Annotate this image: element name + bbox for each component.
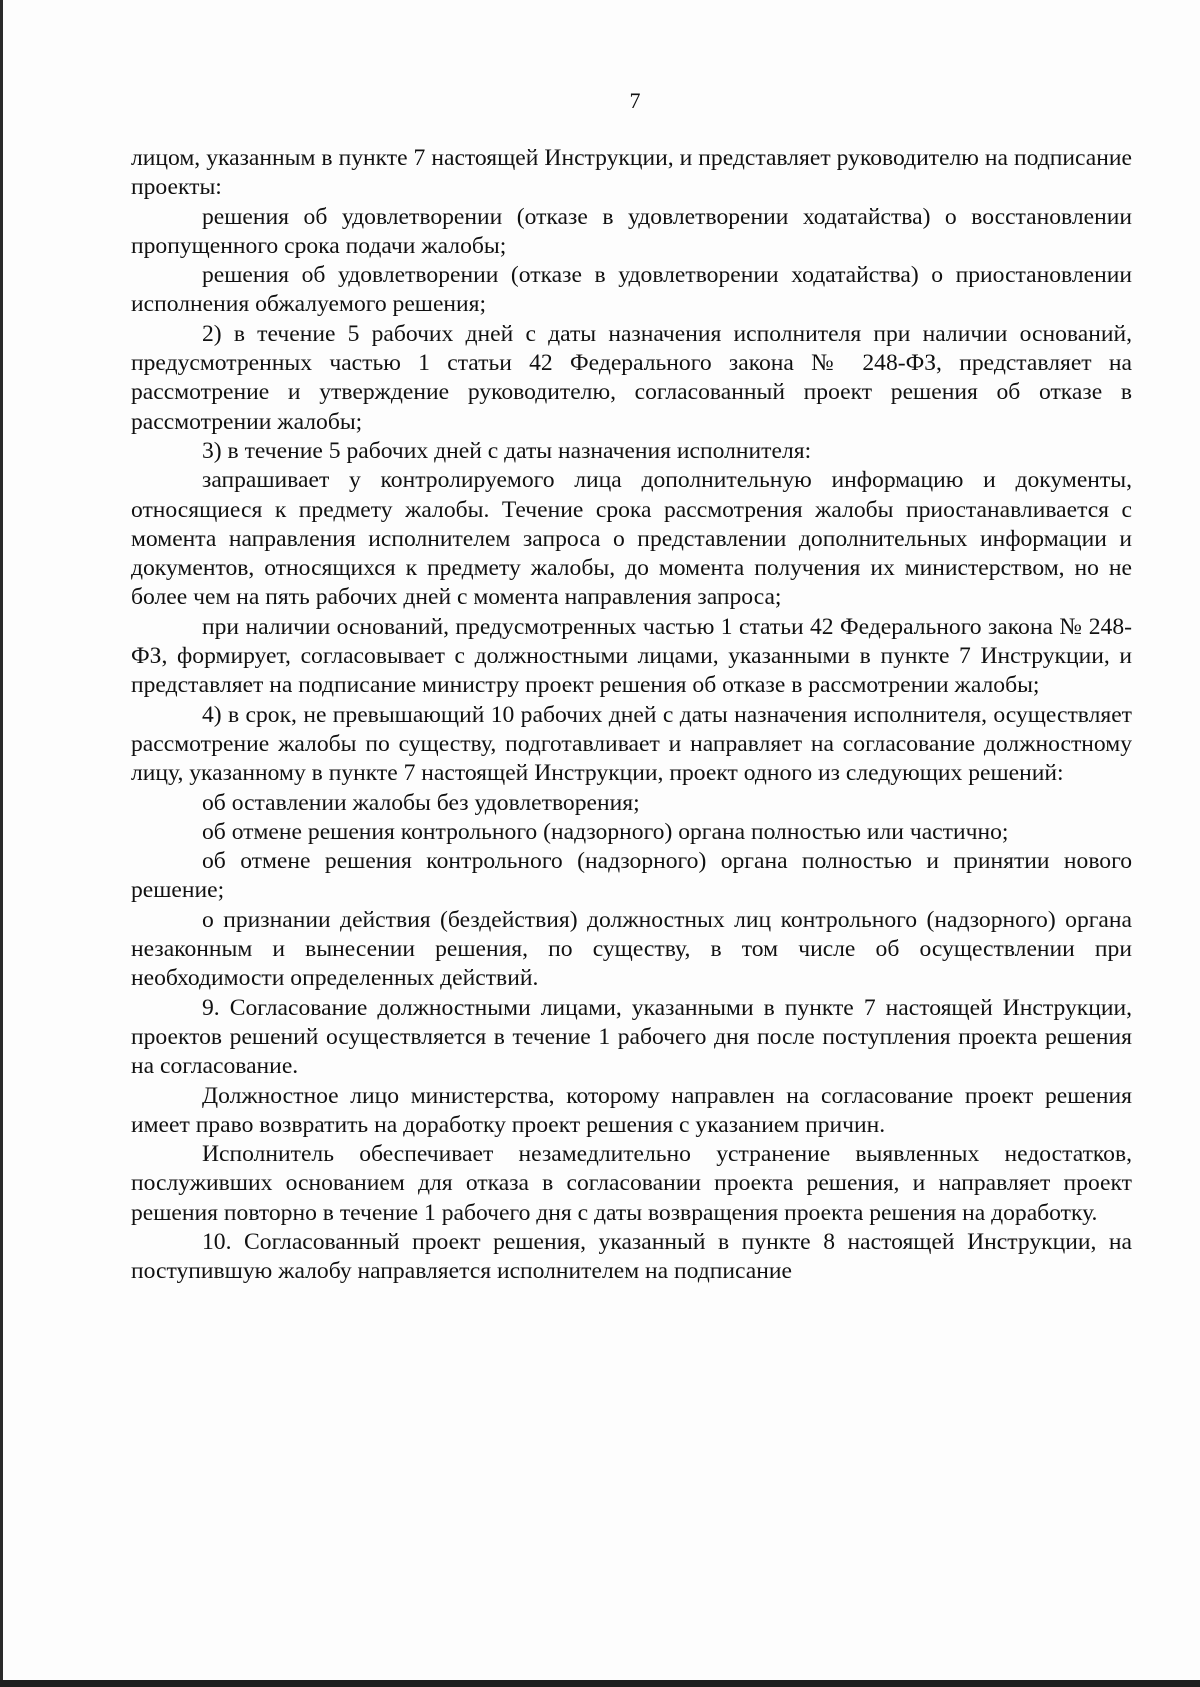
scan-edge-left <box>0 0 3 1687</box>
paragraph: 4) в срок, не превышающий 10 рабочих дней с даты назначения исполнителя, осуществляет рассмотрение жалобы по существу, подготавливает и направляет на согласование должностному лицу, указанному в пункте 7 настоящей Инструкции, проект одного из следующих решений: <box>131 701 1132 787</box>
paragraph: об отмене решения контрольного (надзорного) органа полностью и принятии нового решение; <box>131 848 1132 904</box>
paragraph: решения об удовлетворении (отказе в удовлетворении ходатайства) о восстановлении пропущенного срока подачи жалобы; <box>131 203 1132 259</box>
paragraph: об отмене решения контрольного (надзорного) органа полностью или частично; <box>202 818 1009 845</box>
paragraph: 10. Согласованный проект решения, указанный в пункте 8 настоящей Инструкции, на поступившую жалобу направляется исполнителем на подписание <box>131 1228 1132 1285</box>
paragraph: лицом, указанным в пункте 7 настоящей Инструкции, и представляет руководителю на подписание проекты: <box>131 145 1132 201</box>
paragraph: запрашивает у контролируемого лица дополнительную информацию и документы, относящиеся к предмету жалобы. Течение срока рассмотрения жалобы приостанавливается с момента направления исполнителем запроса о представлении дополнительных информации и документов, относящихся к предмету жалобы, до момента получения их министерством, но не более чем на пять рабочих дней с момента направления запроса; <box>131 467 1132 611</box>
paragraph: 3) в течение 5 рабочих дней с даты назначения исполнителя: <box>202 437 812 464</box>
scan-edge-bottom <box>0 1680 1200 1687</box>
paragraph: о признании действия (бездействия) должностных лиц контрольного (надзорного) органа незаконным и вынесении решения, по существу, в том числе об осуществлении при необходимости определенных действий. <box>131 906 1132 992</box>
paragraph: 9. Согласование должностными лицами, указанными в пункте 7 настоящей Инструкции, проектов решений осуществляется в течение 1 рабочего дня после поступления проекта решения на согласование. <box>131 994 1132 1080</box>
paragraph: решения об удовлетворении (отказе в удовлетворении ходатайства) о приостановлении исполнения обжалуемого решения; <box>131 262 1132 318</box>
page-number: 7 <box>629 88 641 113</box>
paragraph: об оставлении жалобы без удовлетворения; <box>202 789 640 816</box>
paragraph: Должностное лицо министерства, которому направлен на согласование проект решения имеет право возвратить на доработку проект решения с указанием причин. <box>131 1082 1132 1138</box>
paragraph: при наличии оснований, предусмотренных частью 1 статьи 42 Федерального закона № 248-ФЗ, формирует, согласовывает с должностными лицами, указанными в пункте 7 Инструкции, и представляет на подписание министру проект решения об отказе в рассмотрении жалобы; <box>131 613 1132 699</box>
document-body <box>131 144 1132 1287</box>
paragraph: 2) в течение 5 рабочих дней с даты назначения исполнителя при наличии оснований, предусмотренных частью 1 статьи 42 Федерального закона № 248-ФЗ, представляет на рассмотрение и утверждение руководителю, согласованный проект решения об отказе в рассмотрении жалобы; <box>131 320 1132 435</box>
paragraph: Исполнитель обеспечивает незамедлительно устранение выявленных недостатков, послуживших основанием для отказа в согласовании проекта решения, и направляет проект решения повторно в течение 1 рабочего дня с даты возвращения проекта решения на доработку. <box>131 1141 1132 1226</box>
